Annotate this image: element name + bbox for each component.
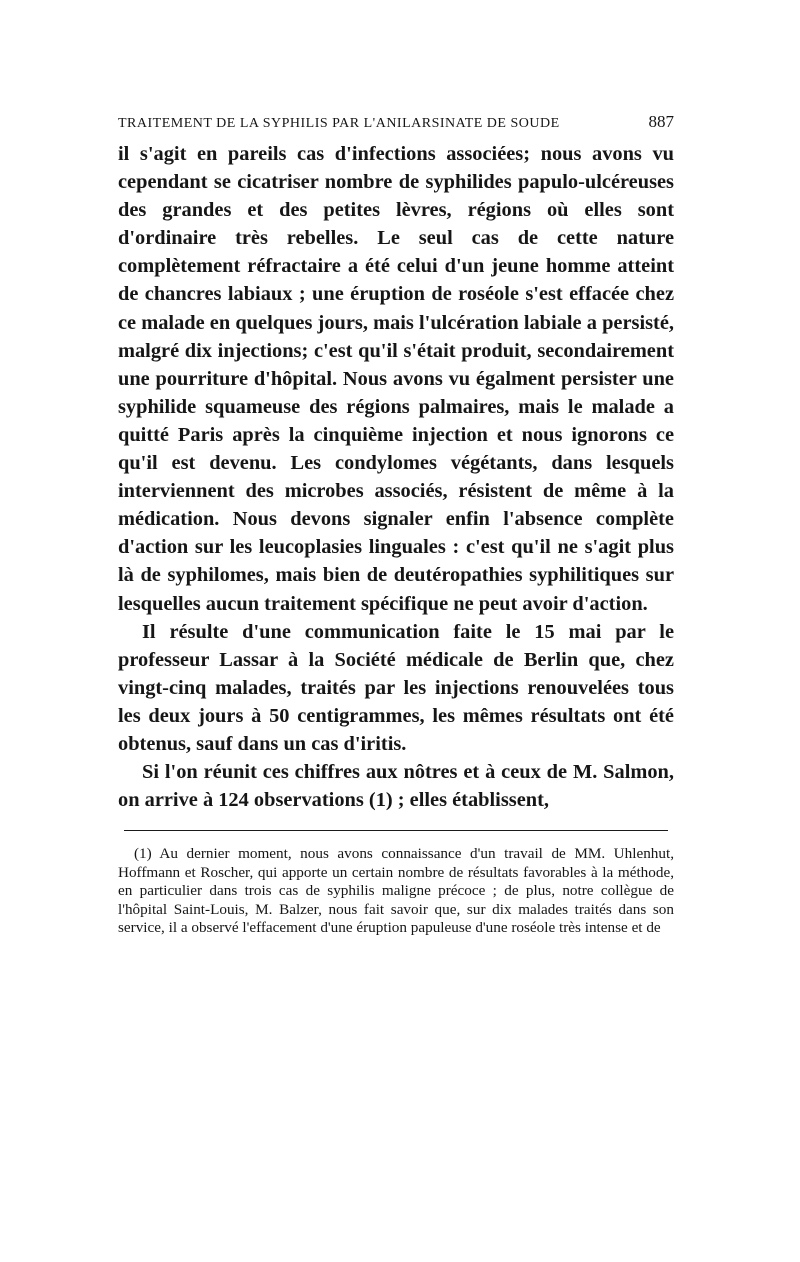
main-text (118, 140, 674, 814)
running-title: TRAITEMENT DE LA SYPHILIS PAR L'ANILARSINATE DE SOUDE (118, 116, 560, 131)
paragraph-observations: Si l'on réunit ces chiffres aux nôtres et à ceux de M. Salmon, on arrive à 124 observations (1) ; elles établissent, (118, 761, 674, 812)
running-header (118, 112, 674, 132)
page-number: 887 (648, 112, 674, 131)
footnote-divider (124, 830, 668, 831)
paragraph-continued: il s'agit en pareils cas d'infections associées; nous avons vu cependant se cicatriser nombre de syphilides papulo-ulcéreuses des grandes et des petites lèvres, régions où elles sont d'ordinaire très rebelles. Le seul cas de cette nature complètement réfractaire a été celui d'un jeune homme atteint de chancres labiaux ; une éruption de roséole s'est effacée chez ce malade en quelques jours, mais l'ulcération labiale a persisté, malgré dix injections; c'est qu'il s'était produit, secondairement une pourriture d'hôpital. Nous avons vu égalment persister une syphilide squameuse des régions palmaires, mais le malade a quitté Paris après la cinquième injection et nous ignorons ce qu'il est devenu. Les condylomes végétants, dans lesquels interviennent des microbes associés, résistent de même à la médication. Nous devons signaler enfin l'absence complète d'action sur les leucoplasies linguales : c'est qu'il ne s'agit plus là de syphilomes, mais bien de deutéropathies syphilitiques sur lesquelles aucun traitement spécifique ne peut avoir d'action. (118, 143, 674, 615)
paragraph-lassar: Il résulte d'une communication faite le 15 mai par le professeur Lassar à la Société médicale de Berlin que, chez vingt-cinq malades, traités par les injections renouvelées tous les deux jours à 50 centigrammes, les mêmes résultats ont été obtenus, sauf dans un cas d'iritis. (118, 620, 674, 755)
book-page (118, 112, 674, 938)
footnote: (1) Au dernier moment, nous avons connaissance d'un travail de MM. Uhlenhut, Hoffmann et Roscher, qui apporte un certain nombre de résultats favorables à la méthode, en particulier dans trois cas de syphilis maligne précoce ; de plus, notre collègue de l'hôpital Saint-Louis, M. Balzer, nous fait savoir que, sur dix malades traités dans son service, il a observé l'effacement d'une éruption papuleuse d'une roséole très intense et de (118, 845, 674, 937)
